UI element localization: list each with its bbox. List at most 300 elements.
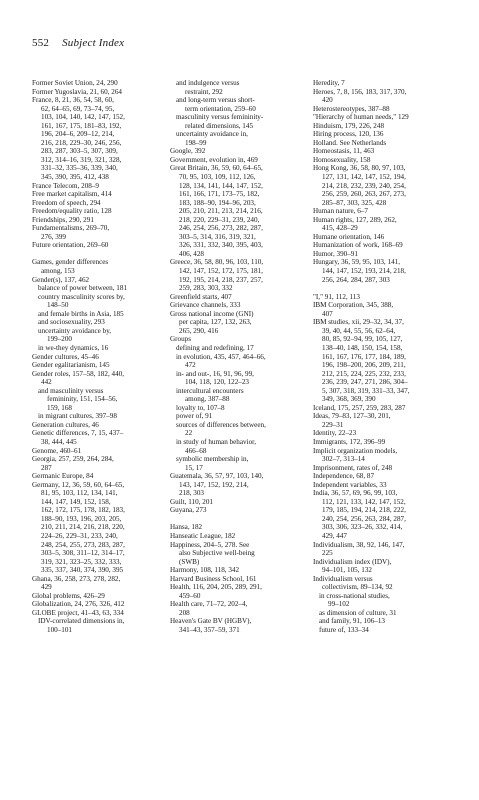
index-entry	[32, 224, 160, 241]
index-entry-line: Hungary, 36, 59, 95, 103, 141,	[313, 258, 401, 267]
index-entry-line: Gender cultures, 45–46	[32, 352, 99, 361]
index-entry	[313, 233, 453, 242]
index-entry-continuation: 240, 254, 256, 263, 284, 287,	[322, 514, 406, 523]
index-entry-line: Google, 392	[170, 147, 206, 156]
index-entry-continuation: 39, 40, 44, 55, 56, 62–64,	[322, 326, 396, 335]
index-entry-line: Games, gender differences	[32, 258, 109, 267]
index-entry-continuation: 312, 314–16, 319, 321, 328,	[41, 155, 122, 164]
index-entry-continuation: 331–32, 335–36, 339, 340,	[41, 164, 118, 173]
index-entry-continuation: 214, 218, 232, 239, 240, 254,	[322, 181, 406, 190]
index-subentry	[170, 412, 306, 421]
index-entry	[32, 481, 160, 575]
index-subentry	[32, 293, 160, 310]
index-entry	[32, 370, 160, 387]
index-entry	[32, 421, 160, 430]
index-entry-continuation: femininity, 151, 154–56,	[47, 395, 118, 404]
index-entry-line: Generation cultures, 46	[32, 420, 99, 429]
index-entry	[313, 122, 453, 131]
index-subentry	[32, 327, 160, 344]
index-entry-line: IDV-correlated dimensions in,	[38, 617, 125, 626]
index-entry-continuation: 319, 321, 323–25, 332, 333,	[41, 557, 122, 566]
page-number: 552	[32, 37, 50, 49]
index-entry-line: and family, 91, 106–13	[319, 617, 385, 626]
index-entry-continuation: among, 387–88	[185, 395, 230, 404]
index-entry-continuation: 196, 204–6, 209–12, 214,	[41, 130, 115, 139]
index-entry-continuation: 276, 399	[41, 232, 66, 241]
index-subentry	[313, 592, 453, 609]
index-entry-line: Former Soviet Union, 24, 290	[32, 79, 118, 87]
index-entry	[313, 207, 453, 216]
index-entry-line: Human nature, 6–7	[313, 207, 368, 216]
index-entry-continuation: 216, 218, 229–30, 246, 256,	[41, 138, 122, 147]
index-entry-continuation: 459–60	[179, 591, 201, 600]
index-entry-continuation: 196, 198–200, 206, 209, 211,	[322, 361, 406, 370]
index-entry-continuation: 99–102	[328, 600, 350, 609]
index-entry	[170, 523, 306, 532]
index-entry	[313, 216, 453, 233]
index-entry-line: symbolic membership in,	[176, 455, 249, 464]
running-title: Subject Index	[62, 37, 125, 49]
index-entry-line: Government, evolution in, 469	[170, 155, 258, 164]
index-column-3	[313, 79, 453, 635]
index-entry	[32, 190, 160, 199]
index-entry-line: Holland. See Netherlands	[313, 138, 387, 147]
index-entry	[32, 96, 160, 181]
letter-group-gap	[32, 250, 160, 259]
index-entry	[313, 258, 453, 284]
index-entry	[32, 353, 160, 362]
index-entry-continuation: 159, 168	[47, 403, 72, 412]
index-subentry	[170, 455, 306, 472]
index-entry-line: Ideas, 79–83, 127–30, 201,	[313, 412, 391, 421]
index-entry-continuation: 22	[185, 429, 193, 438]
index-entry-line: Hinduism, 179, 226, 248	[313, 121, 385, 130]
index-entry	[32, 88, 160, 97]
index-entry-line: in we-they dynamics, 16	[38, 343, 109, 352]
index-entry-continuation: restraint, 292	[185, 87, 223, 96]
index-entry	[170, 600, 306, 617]
index-entry-continuation: 229–31	[322, 420, 344, 429]
index-entry-continuation: 303–5, 308, 311–12, 314–17,	[41, 549, 125, 558]
index-entry-line: country masculinity scores by,	[38, 292, 125, 301]
index-entry	[170, 258, 306, 292]
running-header	[32, 37, 124, 49]
index-entry-continuation: 259, 283, 303, 332	[179, 284, 233, 293]
index-entry	[170, 575, 306, 584]
index-entry	[313, 429, 453, 438]
index-entry-line: masculinity versus femininity-	[176, 113, 264, 122]
index-entry	[313, 472, 453, 481]
index-subentry	[32, 284, 160, 293]
index-entry	[170, 498, 306, 507]
index-entry	[313, 447, 453, 464]
index-entry	[313, 481, 453, 490]
index-entry	[313, 412, 453, 429]
index-entry-continuation: 420	[322, 96, 333, 105]
index-entry-line: Heaven's Gate BV (HGBV),	[170, 617, 252, 626]
index-entry-continuation: 70, 95, 103, 109, 112, 126,	[179, 173, 256, 182]
index-entry-line: and masculinity versus	[38, 386, 104, 395]
index-entry	[313, 489, 453, 540]
index-entry-continuation: 81, 95, 103, 112, 134, 141,	[41, 489, 118, 498]
index-entry	[313, 438, 453, 447]
index-entry-continuation: 205, 210, 211, 213, 214, 216,	[179, 207, 263, 216]
index-subentry	[32, 344, 160, 353]
index-entry-continuation: 188–90, 193, 196, 203, 205,	[41, 514, 122, 523]
index-entry	[313, 541, 453, 558]
index-entry-line: Freedom/equality ratio, 128	[32, 207, 112, 216]
index-entry-line: in evolution, 435, 457, 464–66,	[176, 352, 266, 361]
index-entry-continuation: 303–5, 314, 316, 319, 321,	[179, 232, 256, 241]
index-entry-continuation: 349, 368, 369, 390	[322, 395, 376, 404]
index-entry-line: power of, 91	[176, 412, 213, 421]
index-entry-line: Hong Kong, 36, 58, 80, 97, 103,	[313, 164, 406, 173]
index-entry	[32, 216, 160, 225]
index-entry	[170, 472, 306, 498]
index-entry-line: Guilt, 110, 201	[170, 497, 213, 506]
index-entry-line: Guatemala, 36, 57, 97, 103, 140,	[170, 472, 264, 481]
index-entry-continuation: 162, 172, 175, 178, 182, 183,	[41, 506, 125, 515]
index-entry-line: Global problems, 426–29	[32, 591, 105, 600]
index-entry-continuation: 265, 290, 416	[179, 326, 219, 335]
index-entry	[32, 575, 160, 592]
index-entry-continuation: 218, 303	[179, 489, 204, 498]
index-entry	[32, 600, 160, 609]
index-entry-continuation: 80, 85, 92–94, 99, 105, 127,	[322, 335, 403, 344]
index-entry	[313, 404, 453, 413]
index-entry-continuation: 100–101	[47, 626, 72, 634]
index-entry	[170, 335, 306, 344]
index-entry-continuation: 248, 254, 255, 273, 283, 287,	[41, 540, 125, 549]
index-entry-continuation: 256, 264, 284, 287, 303	[322, 275, 390, 284]
index-entry-continuation: 256, 259, 260, 263, 267, 273,	[322, 190, 406, 199]
index-entry-continuation: (SWB)	[179, 557, 200, 566]
index-entry-continuation: 192, 195, 214, 218, 237, 257,	[179, 275, 263, 284]
index-entry-line: Humane orientation, 146	[313, 232, 385, 241]
index-entry	[313, 301, 453, 318]
index-entry-line: France, 8, 21, 36, 54, 58, 60,	[32, 96, 114, 105]
index-entry-continuation: 429	[41, 583, 52, 592]
index-entry-continuation: 285–87, 303, 325, 428	[322, 198, 387, 207]
index-entry-line: Individualism index (IDV),	[313, 557, 392, 566]
index-subentry	[170, 370, 306, 387]
index-entry	[32, 447, 160, 456]
index-entry-continuation: 103, 104, 140, 142, 147, 152,	[41, 113, 125, 122]
index-entry-continuation: 112, 121, 133, 142, 147, 152,	[322, 497, 406, 506]
index-entry-line: Humor, 390–91	[313, 249, 358, 258]
index-entry-line: Georgia, 257, 259, 264, 284,	[32, 455, 114, 464]
index-entry-line: Fundamentalisms, 269–70,	[32, 224, 110, 233]
index-entry-line: Hiring process, 120, 136	[313, 130, 384, 139]
index-entry-continuation: 415, 428–29	[322, 224, 358, 233]
index-subentry	[170, 404, 306, 413]
index-entry	[32, 207, 160, 216]
index-entry	[170, 541, 306, 567]
index-entry	[170, 583, 306, 600]
index-entry-line: Imprisonment, rates of, 248	[313, 463, 393, 472]
index-entry	[313, 558, 453, 575]
index-entry-continuation: 208	[179, 608, 190, 617]
index-entry-line: uncertainty avoidance in,	[176, 130, 248, 139]
letter-group-gap	[313, 284, 453, 293]
index-subentry	[32, 617, 160, 634]
index-entry-line: Heroes, 7, 8, 156, 183, 317, 370,	[313, 87, 407, 96]
index-entry-continuation: per capita, 127, 132, 263,	[179, 318, 252, 327]
index-entry-continuation: 345, 390, 395, 412, 438	[41, 173, 109, 182]
index-entry-line: Great Britain, 36, 59, 60, 64–65,	[170, 164, 263, 173]
index-entry-continuation: collectivism, 89–134, 92	[322, 583, 393, 592]
index-entry-continuation: 287	[41, 463, 52, 472]
index-entry-line: Gender roles, 157–58, 182, 440,	[32, 369, 125, 378]
index-entry-line: as dimension of culture, 31	[319, 608, 397, 617]
index-entry-line: Groups	[170, 335, 192, 344]
index-entry-line: GLOBE project, 41–43, 63, 334	[32, 608, 124, 617]
index-entry-line: Gross national income (GNI)	[170, 309, 254, 318]
index-entry-line: India, 36, 57, 69, 96, 99, 103,	[313, 489, 398, 498]
index-entry-continuation: 225	[322, 549, 333, 558]
index-entry	[170, 566, 306, 575]
index-entry-continuation: 144, 147, 152, 193, 214, 218,	[322, 267, 406, 276]
index-entry-line: IBM studies, xii, 29–32, 34, 37,	[313, 318, 404, 327]
index-entry-line: Genome, 460–61	[32, 446, 82, 455]
index-entry-continuation: 406, 428	[179, 249, 204, 258]
index-subentry	[170, 96, 306, 113]
index-entry-continuation: 210, 211, 214, 216, 218, 220,	[41, 523, 125, 532]
index-subentry	[170, 113, 306, 130]
index-entry-line: in cross-national studies,	[319, 591, 390, 600]
index-entry-line: "Hierarchy of human needs," 129	[313, 113, 409, 122]
index-entry-line: Greece, 36, 58, 80, 96, 103, 110,	[170, 258, 264, 267]
index-entry-line: Individualism versus	[313, 574, 373, 583]
index-entry	[32, 361, 160, 370]
index-entry-line: Human rights, 127, 289, 262,	[313, 215, 397, 224]
index-entry-line: Independence, 68, 87	[313, 472, 375, 481]
index-entry-continuation: 144, 147, 149, 152, 158,	[41, 497, 111, 506]
index-entry-continuation: 15, 17	[185, 463, 203, 472]
index-entry-continuation: 161, 167, 175, 181–83, 192,	[41, 121, 122, 130]
index-entry-continuation: 341–43, 357–59, 371	[179, 626, 240, 634]
index-entry	[170, 506, 306, 515]
index-entry-continuation: related dimensions, 145	[185, 121, 254, 130]
index-entry	[313, 241, 453, 250]
index-entry-continuation: 179, 185, 194, 214, 218, 222,	[322, 506, 406, 515]
index-entry-continuation: 212, 215, 224, 225, 232, 233,	[322, 369, 406, 378]
index-entry-line: defining and redefining, 17	[176, 343, 254, 352]
index-entry-line: Heredity, 7	[313, 79, 345, 87]
index-subentry	[170, 79, 306, 96]
index-entry-line: Health, 116, 204, 205, 289, 291,	[170, 583, 262, 592]
index-entry	[32, 276, 160, 285]
index-entry-continuation: 303, 306, 323–26, 332, 414,	[322, 523, 403, 532]
index-entry-line: Globalization, 24, 276, 326, 412	[32, 600, 125, 609]
index-entry-continuation: 442	[41, 378, 52, 387]
index-subentry	[32, 310, 160, 319]
index-subentry	[170, 421, 306, 438]
index-entry	[313, 575, 453, 592]
index-entry-continuation: 246, 254, 256, 273, 282, 287,	[179, 224, 263, 233]
index-entry-continuation: 161, 167, 176, 177, 184, 189,	[322, 352, 406, 361]
index-subentry	[32, 412, 160, 421]
index-entry	[313, 113, 453, 122]
index-entry	[170, 617, 306, 634]
index-entry-continuation: 429, 447	[322, 531, 347, 540]
index-entry-line: Homosexuality, 158	[313, 155, 371, 164]
index-entry-line: Gender egalitarianism, 145	[32, 361, 110, 370]
index-entry-line: Friendships, 290, 291	[32, 215, 94, 224]
index-entry-continuation: term orientation, 259–60	[185, 104, 256, 113]
index-entry-continuation: 5, 307, 318, 319, 331–33, 347,	[322, 386, 410, 395]
index-entry	[313, 156, 453, 165]
index-entry-line: in study of human behavior,	[176, 437, 257, 446]
index-entry-continuation: 104, 118, 120, 122–23	[185, 378, 250, 387]
index-entry-continuation: among, 153	[41, 267, 75, 276]
index-entry-continuation: 198–99	[185, 138, 207, 147]
index-entry-continuation: 236, 239, 247, 271, 286, 304–	[322, 378, 408, 387]
index-entry	[32, 455, 160, 472]
index-entry-line: and female births in Asia, 185	[38, 309, 124, 318]
index-entry-continuation: 138–40, 148, 150, 154, 158,	[322, 343, 403, 352]
index-entry-line: in migrant cultures, 397–98	[38, 412, 117, 421]
index-entry-line: Former Yugoslavia, 21, 60, 264	[32, 87, 122, 96]
index-entry	[32, 472, 160, 481]
index-subentry	[313, 609, 453, 618]
index-entry-line: Happiness, 204–5, 278. See	[170, 540, 250, 549]
index-entry-line: Heterostereotypes, 387–88	[313, 104, 390, 113]
index-entry-continuation: 142, 147, 152, 172, 175, 181,	[179, 267, 263, 276]
index-entry-continuation: 38, 444, 445	[41, 437, 77, 446]
index-entry-line: Genetic differences, 7, 15, 437–	[32, 429, 124, 438]
index-entry-continuation: 218, 220, 229–31, 239, 240,	[179, 215, 260, 224]
index-entry	[170, 164, 306, 258]
index-entry-line: Greenfield starts, 407	[170, 292, 232, 301]
index-entry-continuation: 148–50	[47, 301, 69, 310]
index-entry	[313, 139, 453, 148]
index-column-2	[170, 79, 306, 635]
index-entry	[32, 241, 160, 250]
index-entry-continuation: 224–26, 229–31, 233, 240,	[41, 531, 118, 540]
index-entry	[313, 130, 453, 139]
index-entry	[32, 258, 160, 275]
index-entry	[313, 250, 453, 259]
index-entry-line: Germanic Europe, 84	[32, 472, 94, 481]
index-entry-line: Ghana, 36, 258, 273, 278, 282,	[32, 574, 121, 583]
index-entry-line: IBM Corporation, 345, 388,	[313, 301, 394, 310]
index-entry-line: and long-term versus short-	[176, 96, 255, 105]
index-entry-line: balance of power between, 181	[38, 284, 128, 293]
index-entry	[170, 301, 306, 310]
index-entry-continuation: 472	[185, 361, 196, 370]
index-entry-line: Homeostasis, 11, 463	[313, 147, 375, 156]
index-entry-continuation: 161, 166, 171, 173–75, 182,	[179, 190, 260, 199]
index-entry	[32, 199, 160, 208]
index-entry	[313, 147, 453, 156]
index-subentry	[170, 344, 306, 353]
index-entry-continuation: 183, 188–90, 194–96, 203,	[179, 198, 256, 207]
index-entry-line: Guyana, 273	[170, 506, 207, 515]
index-subentry	[32, 387, 160, 413]
index-entry-line: "I," 91, 112, 113	[313, 292, 360, 301]
index-subentry	[32, 318, 160, 327]
index-entry	[313, 79, 453, 88]
index-entry-line: Grievance channels, 333	[170, 301, 241, 310]
index-entry-line: Iceland, 175, 257, 259, 283, 287	[313, 403, 406, 412]
index-entry-line: Free market capitalism, 414	[32, 190, 112, 199]
letter-group-gap	[170, 515, 306, 524]
index-subentry	[170, 353, 306, 370]
index-entry	[32, 609, 160, 618]
index-entry	[170, 293, 306, 302]
index-entry-continuation: 407	[322, 309, 333, 318]
index-entry-line: Implicit organization models,	[313, 446, 398, 455]
index-entry	[313, 318, 453, 403]
index-entry-line: Humanization of work, 168–69	[313, 241, 403, 250]
index-entry	[32, 182, 160, 191]
index-entry-continuation: 335, 337, 340, 374, 390, 395	[41, 566, 124, 575]
index-entry-line: Individualism, 38, 92, 146, 147,	[313, 540, 405, 549]
index-entry	[170, 532, 306, 541]
index-entry-continuation: also Subjective well-being	[179, 549, 255, 558]
index-entry-continuation: 94–101, 105, 132	[322, 566, 372, 575]
index-entry-continuation: 62, 64–65, 69, 73–74, 95,	[41, 104, 115, 113]
index-entry	[170, 147, 306, 156]
index-entry-line: future of, 133–34	[319, 626, 369, 634]
index-entry-line: Harvard Business School, 161	[170, 574, 257, 583]
index-entry-line: Health care, 71–72, 202–4,	[170, 600, 248, 609]
index-entry	[313, 105, 453, 114]
index-entry-line: Germany, 12, 36, 59, 60, 64–65,	[32, 480, 125, 489]
index-entry-line: loyalty to, 107–8	[176, 403, 225, 412]
index-entry-line: Gender(s), 137, 462	[32, 275, 90, 284]
index-entry-line: intercultural encounters	[176, 386, 244, 395]
index-entry-line: and sociosexuality, 293	[38, 318, 105, 327]
index-subentry	[170, 130, 306, 147]
index-entry-line: and indulgence versus	[176, 79, 240, 87]
index-entry	[32, 79, 160, 88]
index-entry-continuation: 302–7, 313–14	[322, 455, 365, 464]
index-entry	[170, 156, 306, 165]
index-entry-line: Harmony, 108, 118, 342	[170, 566, 240, 575]
index-entry-line: in- and out-, 16, 91, 96, 99,	[176, 369, 254, 378]
index-subentry	[313, 626, 453, 635]
index-entry	[170, 310, 306, 336]
index-column-1	[32, 79, 160, 635]
index-subentry	[170, 438, 306, 455]
index-entry-line: sources of differences between,	[176, 420, 266, 429]
index-entry-line: Freedom of speech, 294	[32, 198, 101, 207]
index-entry-continuation: 326, 331, 332, 340, 395, 403,	[179, 241, 263, 250]
index-entry	[313, 293, 453, 302]
index-entry-line: uncertainty avoidance by,	[38, 326, 112, 335]
index-entry-continuation: 283, 287, 303–5, 307, 309,	[41, 147, 118, 156]
index-entry-line: Hanseatic League, 182	[170, 531, 236, 540]
index-entry-line: Identity, 22–23	[313, 429, 357, 438]
index-entry-line: Future orientation, 269–60	[32, 241, 109, 250]
index-entry	[313, 464, 453, 473]
index-entry-continuation: 128, 134, 141, 144, 147, 152,	[179, 181, 263, 190]
index-entry	[32, 429, 160, 446]
index-entry	[313, 164, 453, 207]
index-entry	[313, 88, 453, 105]
index-entry-line: France Telecom, 208–9	[32, 181, 99, 190]
index-entry-continuation: 199–200	[47, 335, 72, 344]
index-entry-line: Independent variables, 33	[313, 480, 387, 489]
index-subentry	[170, 387, 306, 404]
index-subentry	[313, 617, 453, 626]
index-entry-continuation: 143, 147, 152, 192, 214,	[179, 480, 249, 489]
index-entry-continuation: 466–68	[185, 446, 207, 455]
index-entry-line: Hansa, 182	[170, 523, 203, 532]
index-entry-continuation: 127, 131, 142, 147, 152, 194,	[322, 173, 406, 182]
